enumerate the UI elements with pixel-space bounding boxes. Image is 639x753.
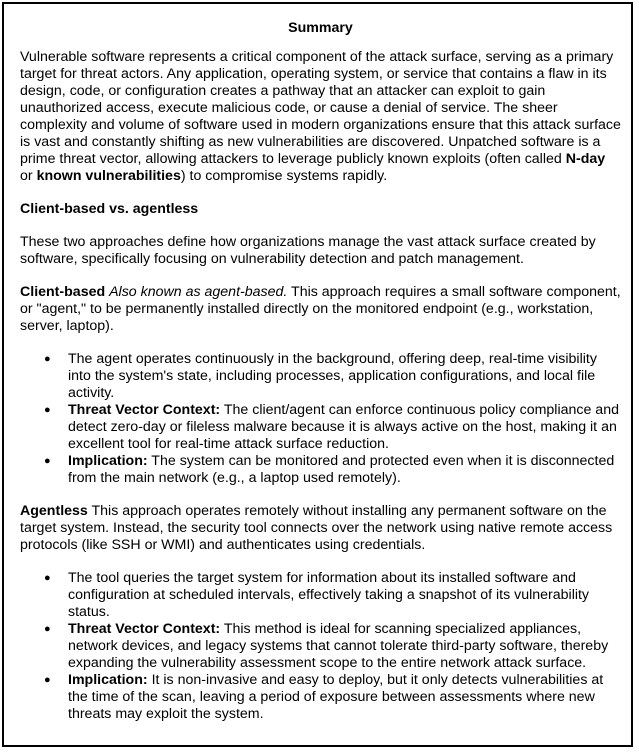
intro-paragraph bbox=[20, 49, 621, 185]
page-title: Summary bbox=[288, 20, 353, 36]
intro-text-2: or bbox=[20, 168, 37, 184]
client-based-paragraph bbox=[20, 284, 621, 335]
list-item-text: This method is ideal for scanning specialized appliances, network devices, and legacy systems that cannot tolerate third-party software, thereby expanding the vulnerability assessment scope to the entire network attack surface. bbox=[68, 621, 609, 671]
summary-content bbox=[20, 20, 621, 739]
list-item-text: The client/agent can enforce continuous policy compliance and detect zero-day or fileless malware because it is always active on the host, making it an excellent tool for real-time attack surface reduction. bbox=[68, 402, 619, 452]
intro-text-1: Vulnerable software represents a critical component of the attack surface, serving as a primary target for threat actors. Any application, operating system, or service that contains a flaw in its design, code, or configuration creates a pathway that an attacker can exploit to gain unauthorized access, execute malicious code, or cause a denial of service. The sheer complexity and volume of software used in modern organizations ensure that this attack surface is vast and constantly shifting as new vulnerabilities are discovered. Unpatched software is a prime threat vector, allowing attackers to leverage publicly known exploits (often called bbox=[20, 49, 621, 167]
agentless-list bbox=[20, 570, 621, 723]
agentless-paragraph bbox=[20, 503, 621, 554]
list-item-label: Threat Vector Context: bbox=[68, 621, 221, 637]
list-item-label: Implication: bbox=[68, 453, 148, 469]
list-item-label: Implication: bbox=[68, 672, 148, 688]
intro-bold-known-vulns: known vulnerabilities bbox=[36, 168, 181, 184]
list-item bbox=[68, 351, 621, 402]
list-item bbox=[68, 570, 621, 621]
agentless-label: Agentless bbox=[20, 503, 88, 519]
client-based-label: Client-based bbox=[20, 284, 106, 300]
client-based-list bbox=[20, 351, 621, 487]
list-item bbox=[68, 453, 621, 487]
intro-text-3: ) to compromise systems rapidly. bbox=[180, 168, 388, 184]
list-item-text: It is non-invasive and easy to deploy, but it only detects vulnerabilities at the time of the scan, leaving a period of exposure between assessments where new threats may exploit the system. bbox=[68, 672, 604, 722]
list-item-text: The agent operates continuously in the background, offering deep, real-time visibility into the system's state, including processes, application configurations, and local file activity. bbox=[68, 351, 597, 401]
intro-bold-nday: N-day bbox=[565, 151, 606, 167]
list-item bbox=[68, 672, 621, 723]
section-heading: Client-based vs. agentless bbox=[20, 201, 199, 217]
list-item-label: Threat Vector Context: bbox=[68, 402, 221, 418]
client-based-aka: Also known as agent-based. bbox=[109, 284, 288, 300]
list-item-text: The system can be monitored and protected even when it is disconnected from the main network (e.g., a laptop used remotely). bbox=[68, 453, 615, 486]
section-intro: These two approaches define how organizations manage the vast attack surface created by software, specifically focusing on vulnerability detection and patch management. bbox=[20, 234, 596, 267]
summary-box bbox=[2, 2, 633, 747]
agentless-text: This approach operates remotely without installing any permanent software on the target system. Instead, the security tool connects over the network using native remote access protocols (like SSH or WMI) and authenticates using credentials. bbox=[20, 503, 613, 553]
list-item bbox=[68, 621, 621, 672]
list-item bbox=[68, 402, 621, 453]
list-item-text: The tool queries the target system for information about its installed software and configuration at scheduled intervals, effectively taking a snapshot of its vulnerability status. bbox=[68, 570, 590, 620]
client-based-text: This approach requires a small software component, or "agent," to be permanently installed directly on the monitored endpoint (e.g., workstation, server, laptop). bbox=[20, 284, 621, 334]
